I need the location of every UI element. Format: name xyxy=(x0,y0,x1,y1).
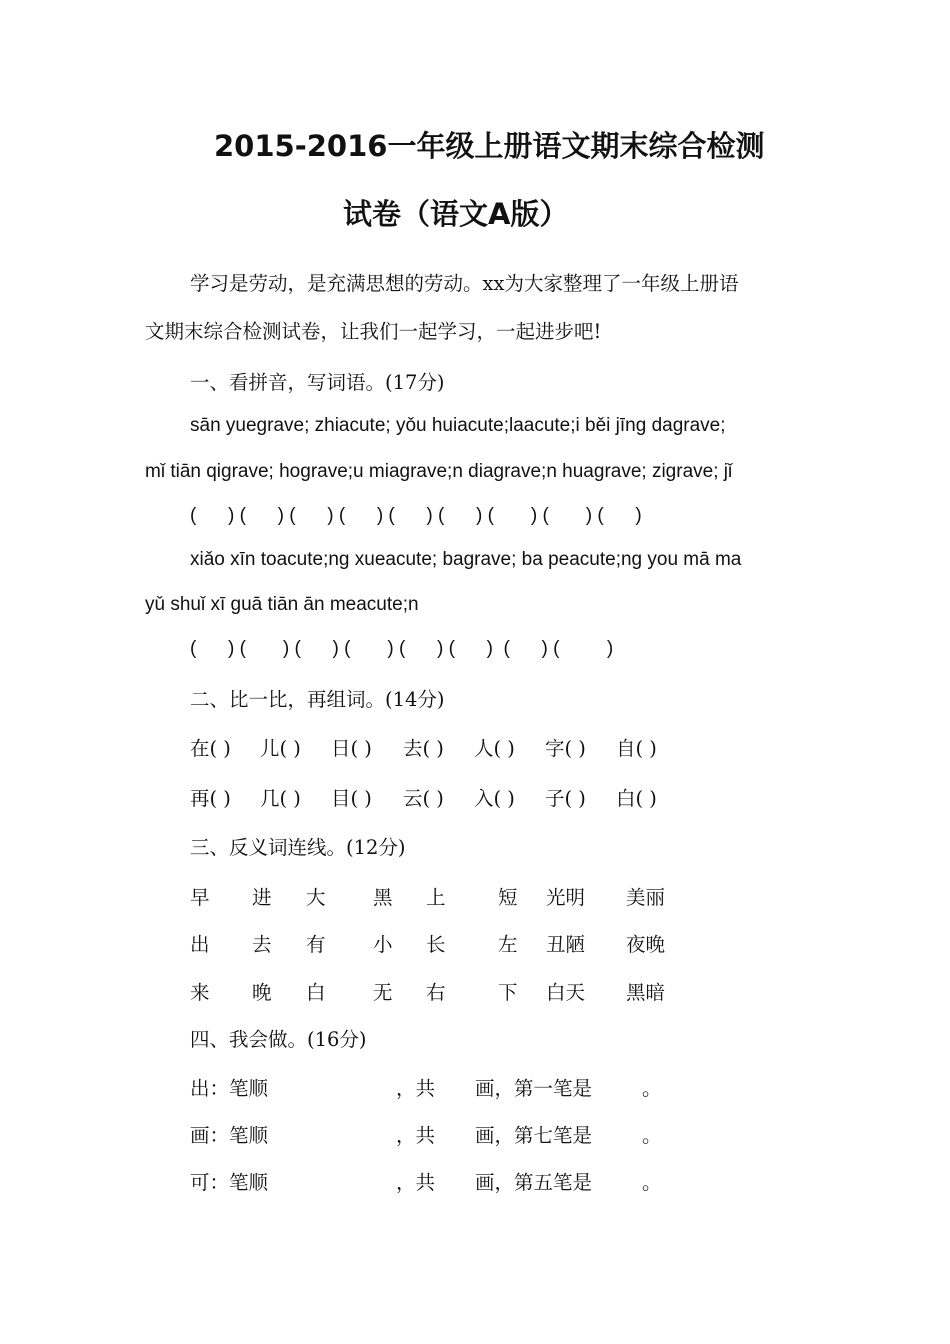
antonym-word: 短 xyxy=(498,886,518,909)
section4-heading: 四、我会做。(16分) xyxy=(190,1028,367,1051)
antonym-word: 右 xyxy=(426,981,446,1004)
antonym-word: 黑暗 xyxy=(626,981,666,1004)
antonym-word: 去 xyxy=(252,933,272,956)
compare-item: 再( ) xyxy=(190,787,231,810)
antonym-word: 来 xyxy=(190,981,210,1004)
antonym-word: 白 xyxy=(306,981,326,1004)
intro-line1: 学习是劳动，是充满思想的劳动。xx为大家整理了一年级上册语 xyxy=(190,272,739,295)
compare-item: 几( ) xyxy=(260,787,301,810)
stroke-order-label: 画，第一笔是 xyxy=(475,1077,593,1100)
stroke-order-label: 画，第五笔是 xyxy=(475,1171,593,1194)
antonym-word: 长 xyxy=(426,933,446,956)
antonym-word: 黑 xyxy=(373,886,393,909)
pinyin-line-a1: sān yuegrave; zhiacute; yǒu huiacute;laacute;i běi jīng dagrave; xyxy=(190,415,726,436)
compare-item: 白( ) xyxy=(616,787,657,810)
pinyin-line-a2: mǐ tiān qigrave; hograve;u miagrave;n diagrave;n huagrave; zigrave; jǐ xyxy=(145,461,733,482)
compare-item: 儿( ) xyxy=(260,737,301,760)
antonym-word: 下 xyxy=(498,981,518,1004)
compare-item: 云( ) xyxy=(403,787,444,810)
doc-title-line2: 试卷（语文A版） xyxy=(343,197,569,231)
antonym-word: 丑陋 xyxy=(546,933,586,956)
answer-blanks-a: ( ) ( ) ( ) ( ) ( ) ( ) ( ) ( ) ( ) xyxy=(190,505,642,526)
stroke-total-label: ，共 xyxy=(396,1171,436,1194)
antonym-word: 夜晚 xyxy=(626,933,666,956)
compare-item: 日( ) xyxy=(331,737,372,760)
pinyin-line-b2: yǔ shuǐ xī guā tiān ān meacute;n xyxy=(145,594,419,615)
doc-title-line1: 2015-2016一年级上册语文期末综合检测 xyxy=(214,129,765,163)
compare-item: 人( ) xyxy=(474,737,515,760)
stroke-char-label: 出：笔顺 xyxy=(190,1077,269,1100)
answer-blanks-b: ( ) ( ) ( ) ( ) ( ) ( ) ( ) ( ) xyxy=(190,638,614,659)
section2-heading: 二、比一比，再组词。(14分) xyxy=(190,688,445,711)
stroke-end: 。 xyxy=(642,1077,662,1100)
section3-heading: 三、反义词连线。(12分) xyxy=(190,836,406,859)
section1-heading: 一、看拼音，写词语。(17分) xyxy=(190,371,445,394)
compare-item: 去( ) xyxy=(403,737,444,760)
stroke-char-label: 画：笔顺 xyxy=(190,1124,269,1147)
antonym-word: 光明 xyxy=(546,886,586,909)
antonym-word: 白天 xyxy=(546,981,586,1004)
antonym-word: 美丽 xyxy=(626,886,666,909)
antonym-word: 出 xyxy=(190,933,210,956)
antonym-word: 有 xyxy=(306,933,326,956)
stroke-order-label: 画，第七笔是 xyxy=(475,1124,593,1147)
compare-item: 入( ) xyxy=(474,787,515,810)
stroke-total-label: ，共 xyxy=(396,1077,436,1100)
antonym-word: 早 xyxy=(190,886,210,909)
antonym-word: 左 xyxy=(498,933,518,956)
stroke-char-label: 可：笔顺 xyxy=(190,1171,269,1194)
stroke-end: 。 xyxy=(642,1124,662,1147)
compare-item: 在( ) xyxy=(190,737,231,760)
pinyin-line-b1: xiǎo xīn toacute;ng xueacute; bagrave; ba peacute;ng you mā ma xyxy=(190,549,742,570)
compare-item: 子( ) xyxy=(545,787,586,810)
compare-item: 自( ) xyxy=(616,737,657,760)
antonym-word: 大 xyxy=(306,886,326,909)
antonym-word: 进 xyxy=(252,886,272,909)
stroke-end: 。 xyxy=(642,1171,662,1194)
compare-item: 字( ) xyxy=(545,737,586,760)
stroke-total-label: ，共 xyxy=(396,1124,436,1147)
antonym-word: 晚 xyxy=(252,981,272,1004)
antonym-word: 小 xyxy=(373,933,393,956)
antonym-word: 上 xyxy=(426,886,446,909)
intro-line2: 文期末综合检测试卷，让我们一起学习，一起进步吧! xyxy=(145,320,602,343)
antonym-word: 无 xyxy=(373,981,393,1004)
compare-item: 目( ) xyxy=(331,787,372,810)
